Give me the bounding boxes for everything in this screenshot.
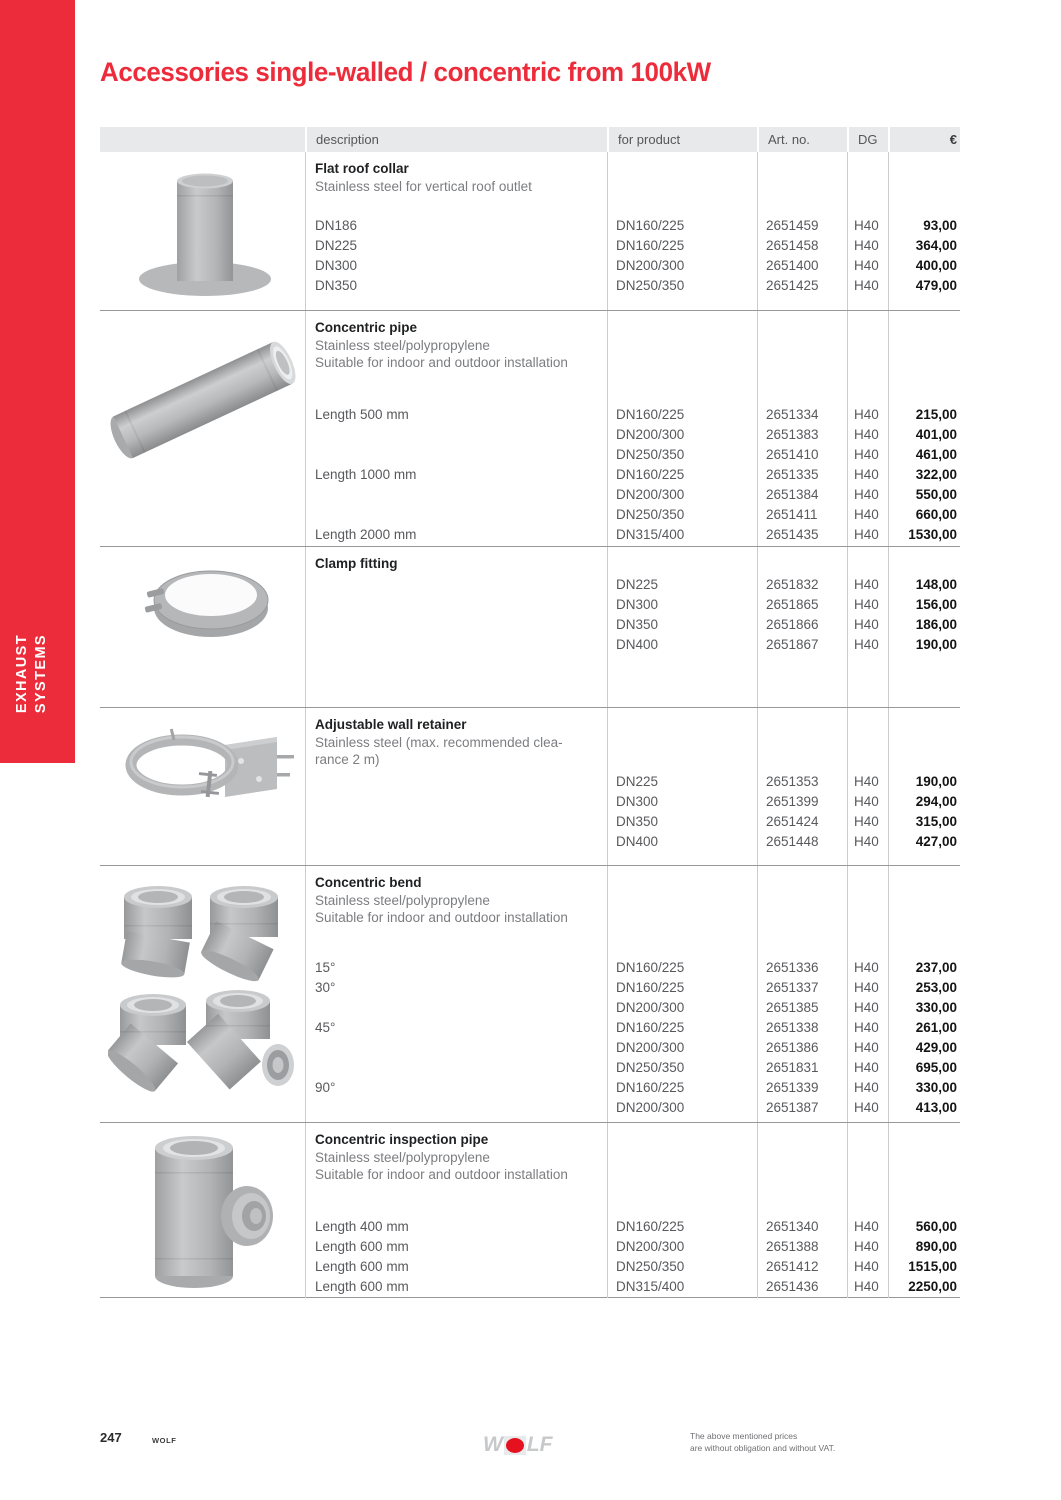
cell-label <box>315 772 603 792</box>
cell-label: Length 600 mm <box>315 1239 409 1254</box>
table-header <box>100 127 960 152</box>
wall-retainer-render-icon <box>107 715 299 823</box>
section-subtitle <box>315 337 597 372</box>
section-title: Flat roof collar <box>315 161 409 176</box>
cell-price: 695,00 <box>915 1060 957 1075</box>
product-image-cell <box>100 311 305 546</box>
cell-product: DN350 <box>616 814 659 829</box>
art-no-column <box>757 152 847 310</box>
footer-note-line1: The above mentioned prices <box>690 1431 798 1441</box>
flat-roof-collar-render-icon <box>113 159 293 307</box>
cell-product: DN250/350 <box>616 1259 685 1274</box>
wolf-logo-w: W <box>483 1433 503 1456</box>
cell-product: DN300 <box>616 794 659 809</box>
cell-product: DN160/225 <box>616 1080 685 1095</box>
cell-product: DN300 <box>616 597 659 612</box>
cell-label <box>315 998 603 1018</box>
section-title: Concentric inspection pipe <box>315 1132 489 1147</box>
dg-column <box>847 311 888 546</box>
cell-product: DN250/350 <box>616 1060 685 1075</box>
cell-product: DN225 <box>616 774 659 789</box>
section-subtitle-line: Stainless steel for vertical roof outlet <box>315 178 532 194</box>
cell-product: DN315/400 <box>616 1279 685 1294</box>
description-cell <box>305 311 607 546</box>
cell-dg: H40 <box>854 527 879 542</box>
price-column <box>888 708 960 865</box>
cell-product: DN160/225 <box>616 238 685 253</box>
cell-dg: H40 <box>854 814 879 829</box>
cell-art: 2651387 <box>766 1100 819 1115</box>
cell-price: 2250,00 <box>908 1279 957 1294</box>
footer-note-line2: are without obligation and without VAT. <box>690 1442 836 1453</box>
dg-column <box>847 152 888 310</box>
section-flat-roof-collar <box>100 152 960 310</box>
cell-dg: H40 <box>854 1239 879 1254</box>
cell-price: 461,00 <box>915 447 957 462</box>
cell-art: 2651458 <box>766 238 819 253</box>
cell-label: Length 600 mm <box>315 1259 409 1274</box>
section-subtitle-line: Stainless steel/polypropylene <box>315 337 490 353</box>
art-no-column <box>757 866 847 1122</box>
cell-price: 660,00 <box>915 507 957 522</box>
cell-label <box>315 812 603 832</box>
table-body <box>100 152 960 1298</box>
cell-art: 2651831 <box>766 1060 819 1075</box>
section-subtitle <box>315 178 597 196</box>
cell-art: 2651386 <box>766 1040 819 1055</box>
cell-product: DN200/300 <box>616 1239 685 1254</box>
section-subtitle-line: Suitable for indoor and outdoor installation <box>315 910 568 925</box>
description-cell <box>305 152 607 310</box>
for-product-column <box>607 866 757 1122</box>
cell-price: 186,00 <box>915 617 957 632</box>
for-product-column <box>607 1123 757 1298</box>
cell-price: 190,00 <box>915 637 957 652</box>
cell-product: DN160/225 <box>616 960 685 975</box>
price-column <box>888 152 960 310</box>
cell-label: 90° <box>315 1080 336 1095</box>
cell-dg: H40 <box>854 597 879 612</box>
description-cell <box>305 1123 607 1298</box>
section-subtitle-line: Stainless steel (max. recommended clea- <box>315 734 563 750</box>
cell-label: Length 500 mm <box>315 407 409 422</box>
cell-dg: H40 <box>854 960 879 975</box>
section-title: Concentric pipe <box>315 320 418 335</box>
section-subtitle-line: rance 2 m) <box>315 752 380 767</box>
cell-price: 890,00 <box>915 1239 957 1254</box>
cell-price: 1530,00 <box>908 527 957 542</box>
cell-art: 2651435 <box>766 527 819 542</box>
cell-dg: H40 <box>854 487 879 502</box>
cell-label: Length 400 mm <box>315 1219 409 1234</box>
clamp-fitting-render-icon <box>113 554 293 662</box>
cell-price: 427,00 <box>915 834 957 849</box>
for-product-column <box>607 708 757 865</box>
cell-label: DN300 <box>315 258 358 273</box>
dg-column <box>847 708 888 865</box>
cell-product: DN315/400 <box>616 527 685 542</box>
cell-art: 2651337 <box>766 980 819 995</box>
product-image-cell <box>100 152 305 310</box>
label-rows <box>315 575 603 655</box>
cell-art: 2651335 <box>766 467 819 482</box>
cell-product: DN350 <box>616 617 659 632</box>
cell-art: 2651425 <box>766 278 819 293</box>
section-subtitle <box>315 1149 597 1184</box>
cell-art: 2651339 <box>766 1080 819 1095</box>
cell-dg: H40 <box>854 1219 879 1234</box>
cell-art: 2651412 <box>766 1259 819 1274</box>
section-subtitle-line: Suitable for indoor and outdoor installation <box>315 355 568 370</box>
cell-price: 237,00 <box>915 960 957 975</box>
for-product-column <box>607 152 757 310</box>
cell-art: 2651866 <box>766 617 819 632</box>
cell-label: DN225 <box>315 238 358 253</box>
cell-label <box>315 485 603 505</box>
section-wall-retainer <box>100 707 960 865</box>
cell-product: DN200/300 <box>616 1100 685 1115</box>
cell-label <box>315 595 603 615</box>
cell-product: DN200/300 <box>616 258 685 273</box>
section-subtitle-line: Stainless steel/polypropylene <box>315 892 490 908</box>
cell-dg: H40 <box>854 577 879 592</box>
cell-dg: H40 <box>854 1020 879 1035</box>
section-subtitle <box>315 734 597 769</box>
header-description: description <box>305 127 607 152</box>
cell-label: Length 2000 mm <box>315 527 417 542</box>
footer-brand-text: WOLF <box>152 1436 177 1445</box>
cell-art: 2651400 <box>766 258 819 273</box>
dg-column <box>847 547 888 707</box>
art-no-column <box>757 311 847 546</box>
cell-label <box>315 635 603 655</box>
footer-note <box>690 1431 835 1454</box>
for-product-column <box>607 547 757 707</box>
sidebar-label <box>13 634 51 713</box>
label-rows <box>315 1217 603 1297</box>
cell-product: DN400 <box>616 834 659 849</box>
cell-dg: H40 <box>854 258 879 273</box>
section-subtitle <box>315 892 597 927</box>
cell-label: 30° <box>315 980 336 995</box>
cell-art: 2651353 <box>766 774 819 789</box>
cell-label <box>315 575 603 595</box>
wolf-logo-red-dot-icon <box>504 1436 526 1455</box>
cell-label <box>315 615 603 635</box>
wolf-logo-lf: LF <box>526 1433 553 1456</box>
cell-dg: H40 <box>854 278 879 293</box>
art-no-column <box>757 547 847 707</box>
cell-dg: H40 <box>854 774 879 789</box>
cell-art: 2651436 <box>766 1279 819 1294</box>
cell-art: 2651459 <box>766 218 819 233</box>
cell-product: DN200/300 <box>616 427 685 442</box>
price-column <box>888 866 960 1122</box>
cell-dg: H40 <box>854 1060 879 1075</box>
cell-product: DN200/300 <box>616 487 685 502</box>
cell-product: DN200/300 <box>616 1000 685 1015</box>
cell-price: 148,00 <box>915 577 957 592</box>
cell-product: DN160/225 <box>616 218 685 233</box>
cell-art: 2651865 <box>766 597 819 612</box>
cell-price: 261,00 <box>915 1020 957 1035</box>
section-subtitle-line: Stainless steel/polypropylene <box>315 1149 490 1165</box>
cell-price: 550,00 <box>915 487 957 502</box>
cell-label: 45° <box>315 1020 336 1035</box>
price-column <box>888 547 960 707</box>
cell-price: 156,00 <box>915 597 957 612</box>
header-price-eur: € <box>888 127 960 152</box>
label-rows <box>315 958 603 1118</box>
cell-product: DN200/300 <box>616 1040 685 1055</box>
cell-price: 330,00 <box>915 1080 957 1095</box>
cell-product: DN160/225 <box>616 467 685 482</box>
cell-art: 2651336 <box>766 960 819 975</box>
cell-product: DN250/350 <box>616 507 685 522</box>
price-column <box>888 311 960 546</box>
cell-label <box>315 832 603 852</box>
description-cell <box>305 708 607 865</box>
cell-price: 315,00 <box>915 814 957 829</box>
cell-product: DN400 <box>616 637 659 652</box>
cell-art: 2651385 <box>766 1000 819 1015</box>
cell-dg: H40 <box>854 1259 879 1274</box>
cell-art: 2651383 <box>766 427 819 442</box>
cell-dg: H40 <box>854 637 879 652</box>
cell-label: Length 600 mm <box>315 1279 409 1294</box>
cell-label <box>315 1098 603 1118</box>
dg-column <box>847 1123 888 1298</box>
sidebar-label-line1: EXHAUST <box>14 633 30 713</box>
cell-dg: H40 <box>854 1100 879 1115</box>
inspection-pipe-render-icon <box>113 1130 293 1298</box>
cell-product: DN250/350 <box>616 278 685 293</box>
cell-product: DN160/225 <box>616 1020 685 1035</box>
cell-price: 190,00 <box>915 774 957 789</box>
cell-art: 2651384 <box>766 487 819 502</box>
page-title: Accessories single-walled / concentric from 100kW <box>100 57 711 87</box>
product-image-cell <box>100 547 305 707</box>
cell-price: 322,00 <box>915 467 957 482</box>
cell-label: DN186 <box>315 218 358 233</box>
concentric-bend-render-icon <box>108 873 298 1097</box>
cell-label <box>315 792 603 812</box>
section-title: Adjustable wall retainer <box>315 717 467 732</box>
description-cell <box>305 547 607 707</box>
description-cell <box>305 866 607 1122</box>
cell-dg: H40 <box>854 1000 879 1015</box>
section-concentric-bend <box>100 865 960 1122</box>
cell-art: 2651867 <box>766 637 819 652</box>
cell-label: Length 1000 mm <box>315 467 417 482</box>
section-title: Concentric bend <box>315 875 422 890</box>
cell-label: 15° <box>315 960 336 975</box>
art-no-column <box>757 1123 847 1298</box>
cell-art: 2651334 <box>766 407 819 422</box>
concentric-pipe-render-icon <box>107 318 299 478</box>
cell-art: 2651388 <box>766 1239 819 1254</box>
section-title: Clamp fitting <box>315 556 398 571</box>
cell-art: 2651424 <box>766 814 819 829</box>
product-image-cell <box>100 866 305 1122</box>
cell-product: DN250/350 <box>616 447 685 462</box>
cell-dg: H40 <box>854 1080 879 1095</box>
cell-dg: H40 <box>854 238 879 253</box>
header-dg: DG <box>847 127 888 152</box>
product-image-cell <box>100 1123 305 1298</box>
cell-price: 479,00 <box>915 278 957 293</box>
section-concentric-pipe <box>100 310 960 546</box>
cell-label <box>315 425 603 445</box>
cell-price: 429,00 <box>915 1040 957 1055</box>
cell-price: 1515,00 <box>908 1259 957 1274</box>
cell-dg: H40 <box>854 1040 879 1055</box>
product-image-cell <box>100 708 305 865</box>
cell-dg: H40 <box>854 834 879 849</box>
cell-dg: H40 <box>854 617 879 632</box>
cell-art: 2651338 <box>766 1020 819 1035</box>
cell-dg: H40 <box>854 507 879 522</box>
sidebar-label-line2: SYSTEMS <box>33 633 49 713</box>
section-inspection-pipe <box>100 1122 960 1298</box>
cell-product: DN160/225 <box>616 980 685 995</box>
cell-dg: H40 <box>854 218 879 233</box>
cell-price: 93,00 <box>923 218 957 233</box>
cell-price: 560,00 <box>915 1219 957 1234</box>
cell-price: 253,00 <box>915 980 957 995</box>
cell-label <box>315 505 603 525</box>
cell-art: 2651832 <box>766 577 819 592</box>
cell-dg: H40 <box>854 1279 879 1294</box>
cell-product: DN160/225 <box>616 407 685 422</box>
footer-page-number: 247 <box>100 1430 122 1445</box>
cell-dg: H40 <box>854 447 879 462</box>
label-rows <box>315 772 603 852</box>
cell-dg: H40 <box>854 407 879 422</box>
price-column <box>888 1123 960 1298</box>
label-rows <box>315 216 603 296</box>
cell-price: 215,00 <box>915 407 957 422</box>
cell-art: 2651399 <box>766 794 819 809</box>
cell-price: 294,00 <box>915 794 957 809</box>
header-art-no: Art. no. <box>757 127 847 152</box>
cell-art: 2651340 <box>766 1219 819 1234</box>
cell-price: 401,00 <box>915 427 957 442</box>
cell-price: 413,00 <box>915 1100 957 1115</box>
cell-label <box>315 1038 603 1058</box>
label-rows <box>315 405 603 545</box>
cell-label: DN350 <box>315 278 358 293</box>
cell-art: 2651410 <box>766 447 819 462</box>
header-for-product: for product <box>607 127 757 152</box>
cell-dg: H40 <box>854 427 879 442</box>
cell-dg: H40 <box>854 980 879 995</box>
section-clamp-fitting <box>100 546 960 707</box>
for-product-column <box>607 311 757 546</box>
sidebar-bar <box>0 0 75 763</box>
cell-label <box>315 445 603 465</box>
art-no-column <box>757 708 847 865</box>
catalog-table <box>100 127 960 1298</box>
cell-dg: H40 <box>854 794 879 809</box>
cell-product: DN225 <box>616 577 659 592</box>
cell-price: 330,00 <box>915 1000 957 1015</box>
cell-price: 400,00 <box>915 258 957 273</box>
header-image-column <box>100 127 305 152</box>
cell-dg: H40 <box>854 467 879 482</box>
cell-label <box>315 1058 603 1078</box>
cell-art: 2651411 <box>766 507 818 522</box>
dg-column <box>847 866 888 1122</box>
wolf-logo <box>483 1433 552 1457</box>
cell-product: DN160/225 <box>616 1219 685 1234</box>
cell-art: 2651448 <box>766 834 819 849</box>
section-subtitle-line: Suitable for indoor and outdoor installation <box>315 1167 568 1182</box>
cell-price: 364,00 <box>915 238 957 253</box>
